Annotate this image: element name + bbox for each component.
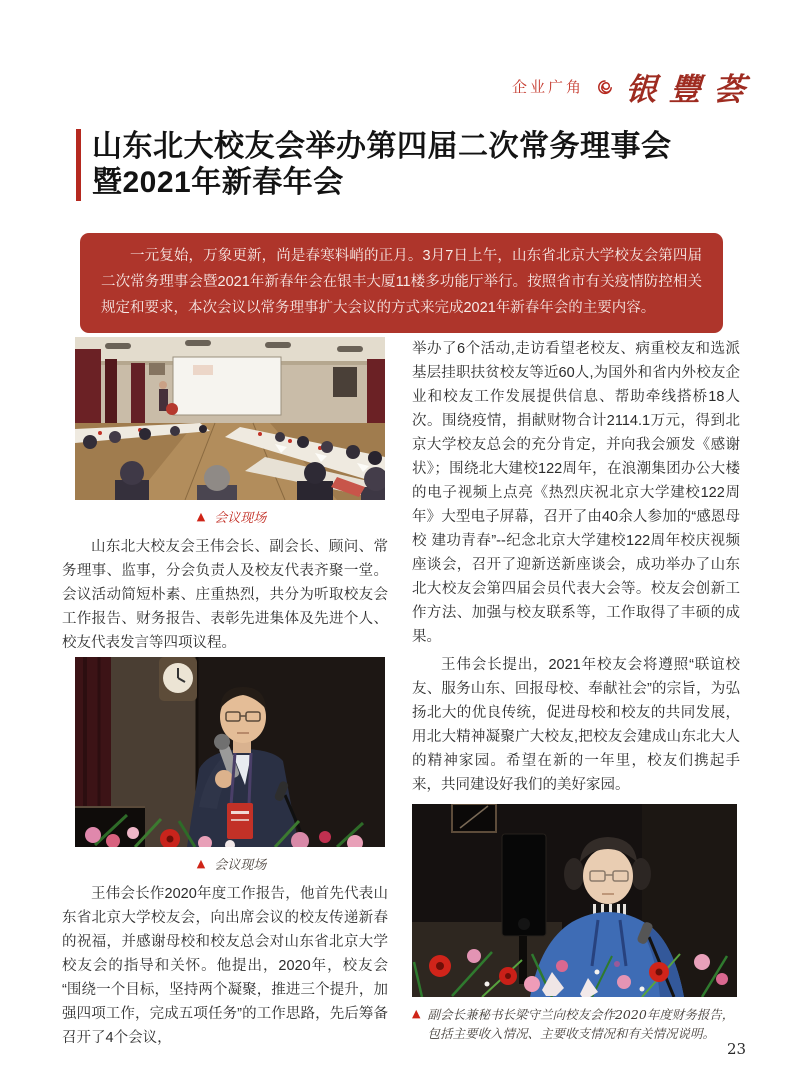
caption-triangle-icon: ▲ [196, 857, 206, 870]
headline-line-2: 暨2021年新春年会 [92, 166, 344, 199]
brand-logotype: 银豐荟 [624, 72, 760, 108]
photo1-caption [75, 507, 388, 526]
left-paragraph-2: 王伟会长作2020年度工作报告，他首先代表山东省北京大学校友会，向出席会议的校友传递新春的祝福，并感谢母校和校友总会对山东省北京大学校友会的指导和关怀。他提出，2020年，校友会“围绕一个目标，坚持两个凝聚，推进三个提升，加强四项工作，完成五项任务”的工作思路，先后筹备召开了4个会议， [62, 886, 388, 1046]
spiral-flourish-icon [596, 78, 614, 96]
photo2-caption-text: 会议现场 [214, 858, 267, 873]
photo-chairman-speaking [75, 657, 388, 873]
photo2-caption [75, 854, 388, 873]
right-paragraph-1: 举办了6个活动,走访看望老校友、病重校友和选派基层挂职扶贫校友等近60人,为国外和省内外校友企业和校友工作发展提供信息、帮助牵线搭桥18人次。围绕疫情，捐献财物合计2114.1万元，得到北京大学校友总会的充分肯定，并向我会颁发《感谢状》；围绕北大建校122周年，在浪潮集团办公大楼的电子视频上点亮《热烈庆祝北京大学建校122周年》大型电子屏幕，召开了由40余人参加的“感恩母校 建功青春”--纪念北京大学建校122周年校庆视频座谈会，召开了迎新送新座谈会，成功举办了山东北大校友会第四届会员代表大会等。校友会创新工作方法、加强与校友联系等，工作取得了丰硕的成果。 [412, 341, 740, 645]
right-paragraph-2: 王伟会长提出，2021年校友会将遵照“联谊校友、服务山东、回报母校、奉献社会”的宗旨，为弘扬北大的优良传统，促进母校和校友的共同发展，用北大精神凝聚广大校友,把校友会建成山东北大人的精神家园。希望在新的一年里，校友们携起手来，共同建设好我们的美好家园。 [412, 657, 740, 793]
left-paragraph-1: 山东北大校友会王伟会长、副会长、顾问、常务理事、监事，分会负责人及校友代表齐聚一堂。会议活动简短朴素、庄重热烈，共分为听取校友会工作报告、财务报告、表彰先进集体及先进个人、校友代表发言等四项议程。 [62, 539, 388, 651]
caption-triangle-icon: ▲ [412, 1007, 421, 1020]
photo-secretary-general-report [412, 804, 740, 1043]
section-label: 企业广角 [511, 79, 584, 96]
photo3-caption-text: 副会长兼秘书长梁守兰向校友会作2020年度财务报告，包括主要收入情况、主要收支情况和有关情况说明。 [427, 1007, 735, 1041]
photo1-caption-text: 会议现场 [214, 511, 267, 526]
photo-conference-room [75, 337, 388, 526]
caption-triangle-icon: ▲ [196, 510, 206, 523]
photo3-caption [412, 1005, 740, 1043]
headline-line-1: 山东北大校友会举办第四届二次常务理事会 [92, 130, 672, 163]
article-headline [76, 129, 672, 201]
right-column [412, 337, 740, 1043]
lead-paragraph-box: 一元复始，万象更新，尚是春寒料峭的正月。3月7日上午，山东省北京大学校友会第四届二次常务理事会暨2021年新春年会在银丰大厦11楼多功能厅举行。按照省市有关疫情防控相关规定和要求，本次会议以常务理事扩大会议的方式来完成2021年新春年会的主要内容。 [80, 233, 723, 333]
chairman-speaking-illustration [75, 657, 385, 847]
left-column [62, 337, 388, 1050]
secretary-general-illustration [412, 804, 737, 997]
conference-room-illustration [75, 337, 385, 500]
page-number: 23 [727, 1040, 747, 1058]
masthead [512, 64, 758, 109]
